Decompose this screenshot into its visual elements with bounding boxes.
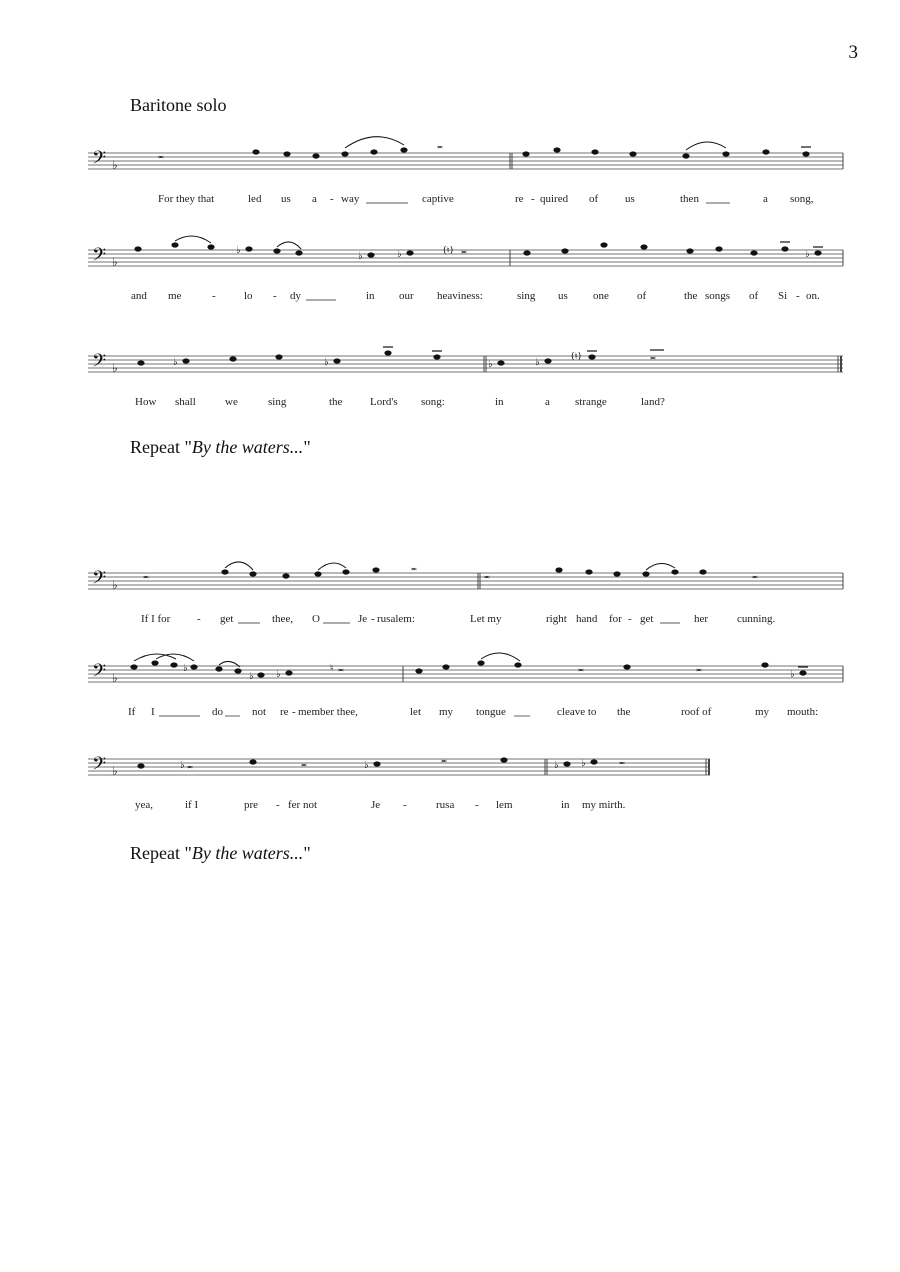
note — [367, 252, 374, 257]
breve-note: 𝅜 — [484, 570, 490, 581]
note — [640, 244, 647, 249]
lyric: if I — [185, 799, 199, 811]
flat-sign: ♭ — [358, 251, 363, 262]
lyric: of — [589, 193, 599, 205]
lyric: - — [276, 799, 280, 811]
lyric: How — [135, 396, 157, 408]
lyric: get — [640, 613, 654, 625]
lyric: song: — [421, 396, 445, 408]
lyric: the — [329, 396, 343, 408]
lyric: us — [625, 193, 635, 205]
repeat-suffix: " — [303, 437, 311, 457]
flat-sign: ♭ — [397, 249, 402, 260]
lyric: us — [558, 290, 568, 302]
page-number: 3 — [848, 42, 858, 63]
note — [249, 571, 256, 576]
lyric: strange — [575, 396, 607, 408]
lyric: us — [281, 193, 291, 205]
flat-sign: ♭ — [180, 760, 185, 771]
lyric: cleave to — [557, 706, 597, 718]
lyric: then — [680, 193, 699, 205]
lyric: rusalem: — [377, 613, 415, 625]
lyric: If — [128, 706, 136, 718]
lyric: in — [366, 290, 375, 302]
breve-note: 𝅜 — [143, 570, 149, 581]
key-signature-flat: ♭ — [112, 578, 118, 592]
lyric: captive — [422, 193, 454, 205]
note — [257, 672, 264, 677]
staff-lines — [88, 666, 843, 682]
lyric: - — [628, 613, 632, 625]
lyric: let — [410, 706, 421, 718]
note — [282, 573, 289, 578]
lyric: pre — [244, 799, 259, 811]
lyric: we — [225, 396, 238, 408]
note — [433, 354, 440, 359]
note — [497, 360, 504, 365]
lyric: yea, — [135, 799, 154, 811]
flat-sign: ♭ — [324, 357, 329, 368]
note — [814, 250, 821, 255]
lyric: For they that — [158, 193, 215, 205]
lyric: the — [617, 706, 631, 718]
note — [682, 153, 689, 158]
note — [588, 354, 595, 359]
note — [215, 666, 222, 671]
note — [283, 151, 290, 156]
note — [295, 250, 302, 255]
lyric: get — [220, 613, 234, 625]
lyric: re — [515, 193, 524, 205]
lyric: I — [151, 706, 155, 718]
lyric: do — [212, 706, 223, 718]
note — [553, 147, 560, 152]
note — [561, 248, 568, 253]
breve-note: 𝅜 — [619, 756, 625, 767]
note — [221, 569, 228, 574]
natural-sign: (♮) — [443, 246, 454, 256]
breve-note: 𝅜 — [187, 760, 193, 771]
note — [373, 761, 380, 766]
natural-sign: ♮ — [330, 663, 334, 674]
lyric: heaviness: — [437, 290, 483, 302]
note — [134, 246, 141, 251]
lyric: right — [546, 613, 567, 625]
notes — [130, 660, 808, 682]
note — [275, 354, 282, 359]
lyric: one — [593, 290, 609, 302]
note — [370, 149, 377, 154]
lyric: lo — [244, 290, 253, 302]
lyric: way — [341, 193, 360, 205]
bass-clef: 𝄢 — [92, 351, 107, 376]
breve-note: 𝅜 — [578, 663, 584, 674]
flat-sign: ♭ — [554, 760, 559, 771]
note — [384, 350, 391, 355]
note — [207, 244, 214, 249]
lyric: sing — [268, 396, 287, 408]
lyric: cunning. — [737, 613, 776, 625]
breve-note: 𝅜 — [461, 245, 467, 256]
lyric: a — [312, 193, 317, 205]
lyric: Je — [371, 799, 381, 811]
staff-lines — [88, 153, 843, 169]
key-signature-flat: ♭ — [112, 361, 118, 375]
lyric: shall — [175, 396, 196, 408]
repeat-text: By the waters... — [191, 843, 304, 863]
note — [372, 567, 379, 572]
flat-sign: ♭ — [805, 249, 810, 260]
music-system-2 — [0, 232, 900, 307]
breve-note: 𝅜 — [752, 570, 758, 581]
lyrics — [131, 290, 820, 302]
bass-clef: 𝄢 — [92, 661, 107, 686]
natural-sign: (♮) — [571, 352, 582, 362]
note — [137, 763, 144, 768]
lyric: land? — [641, 396, 665, 408]
note — [591, 149, 598, 154]
lyric: member thee, — [298, 706, 358, 718]
lyric: quired — [540, 193, 569, 205]
lyric: the — [684, 290, 698, 302]
lyric: and — [131, 290, 147, 302]
breve-note: 𝅜 — [441, 754, 447, 765]
note — [477, 660, 484, 665]
lyric: - — [531, 193, 535, 205]
note — [151, 660, 158, 665]
lyric: her — [694, 613, 709, 625]
note — [170, 662, 177, 667]
lyric: led — [248, 193, 262, 205]
notes — [137, 754, 625, 771]
lyric: re — [280, 706, 289, 718]
note — [629, 151, 636, 156]
note — [522, 151, 529, 156]
lyric: Si — [778, 290, 788, 302]
section-title: Baritone solo — [130, 95, 227, 115]
lyric: - — [796, 290, 800, 302]
staff-lines — [88, 356, 843, 372]
note — [563, 761, 570, 766]
lyric: in — [495, 396, 504, 408]
note — [500, 757, 507, 762]
key-signature-flat: ♭ — [112, 158, 118, 172]
lyric: Let my — [470, 613, 502, 625]
lyric: of — [749, 290, 759, 302]
lyric: - — [273, 290, 277, 302]
repeat-instruction-1 — [130, 437, 311, 458]
note — [762, 149, 769, 154]
note — [761, 662, 768, 667]
lyric: in — [561, 799, 570, 811]
lyrics — [128, 706, 818, 718]
lyric: mouth: — [787, 706, 819, 718]
lyric: lem — [496, 799, 513, 811]
breve-note: 𝅜 — [158, 150, 164, 161]
breve-note: 𝅜 — [301, 758, 307, 769]
flat-sign: ♭ — [173, 357, 178, 368]
note — [699, 569, 706, 574]
note — [130, 664, 137, 669]
music-system-5 — [0, 648, 900, 723]
flat-sign: ♭ — [236, 245, 241, 256]
note — [171, 242, 178, 247]
note — [442, 664, 449, 669]
lyrics — [141, 613, 775, 625]
lyric: fer not — [288, 799, 318, 811]
breve-note: 𝅜 — [650, 351, 656, 362]
lyric: song, — [790, 193, 814, 205]
bass-clef: 𝄢 — [92, 148, 107, 173]
note — [715, 246, 722, 251]
note — [686, 248, 693, 253]
note — [750, 250, 757, 255]
note — [229, 356, 236, 361]
note — [245, 246, 252, 251]
note — [273, 248, 280, 253]
lyric: tongue — [476, 706, 506, 718]
slurs — [225, 562, 675, 570]
music-system-3 — [0, 338, 900, 413]
repeat-suffix: " — [303, 843, 311, 863]
note — [400, 147, 407, 152]
repeat-prefix: Repeat " — [130, 843, 192, 863]
lyric: rusa — [436, 799, 455, 811]
note — [312, 153, 319, 158]
note — [585, 569, 592, 574]
lyric: - — [475, 799, 479, 811]
bass-clef: 𝄢 — [92, 754, 107, 779]
breve-note: 𝅜 — [437, 140, 443, 151]
lyric: - — [197, 613, 201, 625]
note — [544, 358, 551, 363]
key-signature-flat: ♭ — [112, 255, 118, 269]
lyric: Je — [358, 613, 368, 625]
lyric: for — [609, 613, 622, 625]
lyric: roof of — [681, 706, 712, 718]
key-signature-flat: ♭ — [112, 764, 118, 778]
lyric: If I for — [141, 613, 171, 625]
note — [590, 759, 597, 764]
notes — [158, 140, 811, 161]
repeat-text: By the waters... — [191, 437, 304, 457]
flat-sign: ♭ — [535, 357, 540, 368]
lyric: me — [168, 290, 182, 302]
breve-note: 𝅜 — [338, 663, 344, 674]
note — [799, 670, 806, 675]
lyrics — [135, 799, 626, 811]
note — [234, 668, 241, 673]
lyric: - — [371, 613, 375, 625]
flat-sign: ♭ — [249, 671, 254, 682]
bass-clef: 𝄢 — [92, 568, 107, 593]
lyric: - — [330, 193, 334, 205]
flat-sign: ♭ — [276, 669, 281, 680]
note — [613, 571, 620, 576]
note — [671, 569, 678, 574]
lyric: O — [312, 613, 320, 625]
note — [722, 151, 729, 156]
music-system-1 — [0, 135, 900, 210]
note — [781, 246, 788, 251]
lyric: my — [439, 706, 454, 718]
repeat-prefix: Repeat " — [130, 437, 192, 457]
notes — [143, 562, 758, 581]
flat-sign: ♭ — [488, 359, 493, 370]
repeat-instruction-2 — [130, 843, 311, 864]
lyric: songs — [705, 290, 731, 302]
lyric: a — [545, 396, 550, 408]
lyric: sing — [517, 290, 536, 302]
note — [341, 151, 348, 156]
lyrics — [158, 193, 814, 205]
note — [415, 668, 422, 673]
lyric: - — [292, 706, 296, 718]
staff-lines — [88, 573, 843, 589]
key-signature-flat: ♭ — [112, 671, 118, 685]
lyric: a — [763, 193, 768, 205]
note — [252, 149, 259, 154]
lyric: - — [403, 799, 407, 811]
lyric: thee, — [272, 613, 294, 625]
note — [182, 358, 189, 363]
breve-note: 𝅜 — [696, 663, 702, 674]
lyrics — [135, 396, 665, 408]
note — [342, 569, 349, 574]
note — [802, 151, 809, 156]
note — [642, 571, 649, 576]
note — [333, 358, 340, 363]
notes — [137, 347, 664, 370]
note — [249, 759, 256, 764]
lyric: my mirth. — [582, 799, 626, 811]
note — [285, 670, 292, 675]
bass-clef: 𝄢 — [92, 245, 107, 270]
note — [314, 571, 321, 576]
lyric: dy — [290, 290, 301, 302]
lyric: - — [212, 290, 216, 302]
lyric: my — [755, 706, 770, 718]
lyric: Lord's — [370, 396, 398, 408]
music-system-4 — [0, 555, 900, 630]
lyric: of — [637, 290, 647, 302]
lyric: not — [252, 706, 267, 718]
note — [523, 250, 530, 255]
note — [623, 664, 630, 669]
flat-sign: ♭ — [183, 663, 188, 674]
notes — [134, 242, 823, 262]
flat-sign: ♭ — [581, 758, 586, 769]
music-system-6 — [0, 741, 900, 816]
flat-sign: ♭ — [364, 760, 369, 771]
lyric: our — [399, 290, 414, 302]
flat-sign: ♭ — [790, 669, 795, 680]
breve-note: 𝅜 — [411, 562, 417, 573]
note — [190, 664, 197, 669]
note — [514, 662, 521, 667]
lyric: on. — [806, 290, 820, 302]
note — [137, 360, 144, 365]
note — [555, 567, 562, 572]
note — [600, 242, 607, 247]
lyric: hand — [576, 613, 598, 625]
note — [406, 250, 413, 255]
